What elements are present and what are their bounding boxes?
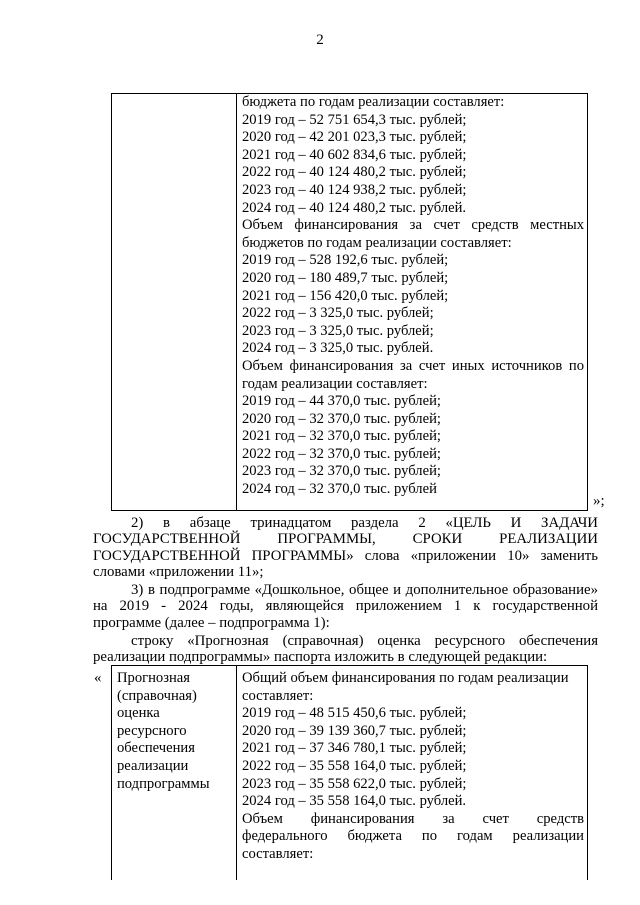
text-line: ресурсного	[117, 722, 187, 739]
text-line: Объем финансирования за счет средств местных	[242, 217, 584, 234]
financing-details-cell	[242, 670, 584, 864]
text-line: 2022 год – 32 370,0 тыс. рублей;	[242, 445, 441, 462]
text-line: 2020 год – 32 370,0 тыс. рублей;	[242, 410, 441, 427]
text-line: Объем финансирования за счет иных источников по	[242, 357, 584, 374]
text-line: 2021 год – 40 602 834,6 тыс. рублей;	[242, 146, 467, 163]
text-line: 2024 год – 35 558 164,0 тыс. рублей.	[242, 793, 467, 810]
text-line: оценка	[117, 705, 160, 722]
text-line: составляет:	[242, 845, 314, 862]
text-line: годам реализации составляет:	[242, 375, 428, 392]
text-line: 2024 год – 32 370,0 тыс. рублей	[242, 481, 437, 498]
text-line: 2021 год – 37 346 780,1 тыс. рублей;	[242, 740, 467, 757]
text-line: Прогнозная	[117, 670, 190, 686]
text-line: 2020 год – 42 201 023,3 тыс. рублей;	[242, 129, 467, 146]
text-line: бюджета по годам реализации составляет:	[242, 94, 505, 110]
text-line: 2022 год – 40 124 480,2 тыс. рублей;	[242, 164, 467, 181]
text-line: ГОСУДАРСТВЕННОЙ ПРОГРАММЫ, СРОКИ РЕАЛИЗАЦИИ	[93, 531, 598, 548]
text-line: 2020 год – 39 139 360,7 тыс. рублей;	[242, 722, 467, 739]
table-column-divider	[236, 94, 237, 510]
text-line: 2019 год – 44 370,0 тыс. рублей;	[242, 393, 441, 410]
text-line: 2023 год – 3 325,0 тыс. рублей;	[242, 322, 434, 339]
text-line: бюджетов по годам реализации составляет:	[242, 234, 512, 251]
text-line: программе (далее – подпрограмма 1):	[93, 614, 330, 631]
text-line: составляет:	[242, 687, 314, 704]
closing-quote: »;	[593, 493, 605, 509]
paragraph-item-3	[93, 582, 598, 631]
text-line: 2023 год – 32 370,0 тыс. рублей;	[242, 463, 441, 480]
text-line: Объем финансирования за счет средств	[242, 810, 584, 827]
paragraph-item-2	[93, 515, 598, 580]
text-line: 2023 год – 40 124 938,2 тыс. рублей;	[242, 181, 467, 198]
text-line: федерального бюджета по годам реализации	[242, 828, 584, 845]
text-line: 2021 год – 156 420,0 тыс. рублей;	[242, 287, 449, 304]
text-line: подпрограммы	[117, 775, 210, 792]
text-line: 2019 год – 52 751 654,3 тыс. рублей;	[242, 111, 467, 128]
text-line: Общий объем финансирования по годам реализации	[242, 670, 569, 686]
text-line: 2020 год – 180 489,7 тыс. рублей;	[242, 269, 449, 286]
text-line: словами «приложении 11»;	[93, 563, 264, 580]
text-line: 2019 год – 528 192,6 тыс. рублей;	[242, 252, 449, 269]
table-column-divider	[236, 666, 237, 880]
paragraph-row-instruction	[93, 633, 598, 666]
text-line: (справочная)	[117, 687, 197, 704]
text-line: на 2019 - 2024 годы, являющейся приложением 1 к государственной	[93, 598, 598, 615]
text-line: 2023 год – 35 558 622,0 тыс. рублей;	[242, 775, 467, 792]
row-label-cell	[117, 670, 232, 793]
opening-quote: «	[94, 670, 102, 686]
text-line: 2019 год – 48 515 450,6 тыс. рублей;	[242, 705, 467, 722]
financing-details-cell	[242, 94, 584, 499]
page-number: 2	[316, 32, 324, 48]
text-line: реализации подпрограммы» паспорта изложить в следующей редакции:	[93, 649, 548, 666]
text-line: строку «Прогнозная (справочная) оценка ресурсного обеспечения	[131, 633, 598, 649]
financing-table-continued	[111, 93, 588, 511]
text-line: 2024 год – 3 325,0 тыс. рублей.	[242, 340, 434, 357]
text-line: реализации	[117, 757, 189, 774]
text-line: ГОСУДАРСТВЕННОЙ ПРОГРАММЫ» слова «приложении 10» заменить	[93, 547, 598, 564]
text-line: 2022 год – 35 558 164,0 тыс. рублей;	[242, 757, 467, 774]
text-line: обеспечения	[117, 740, 195, 757]
text-line: 2021 год – 32 370,0 тыс. рублей;	[242, 428, 441, 445]
text-line: 2) в абзаце тринадцатом раздела 2 «ЦЕЛЬ И ЗАДАЧИ	[131, 515, 598, 531]
text-line: 2022 год – 3 325,0 тыс. рублей;	[242, 305, 434, 322]
text-line: 2024 год – 40 124 480,2 тыс. рублей.	[242, 199, 467, 216]
text-line: 3) в подпрограмме «Дошкольное, общее и дополнительное образование»	[131, 582, 598, 598]
resource-estimate-table	[111, 665, 588, 880]
